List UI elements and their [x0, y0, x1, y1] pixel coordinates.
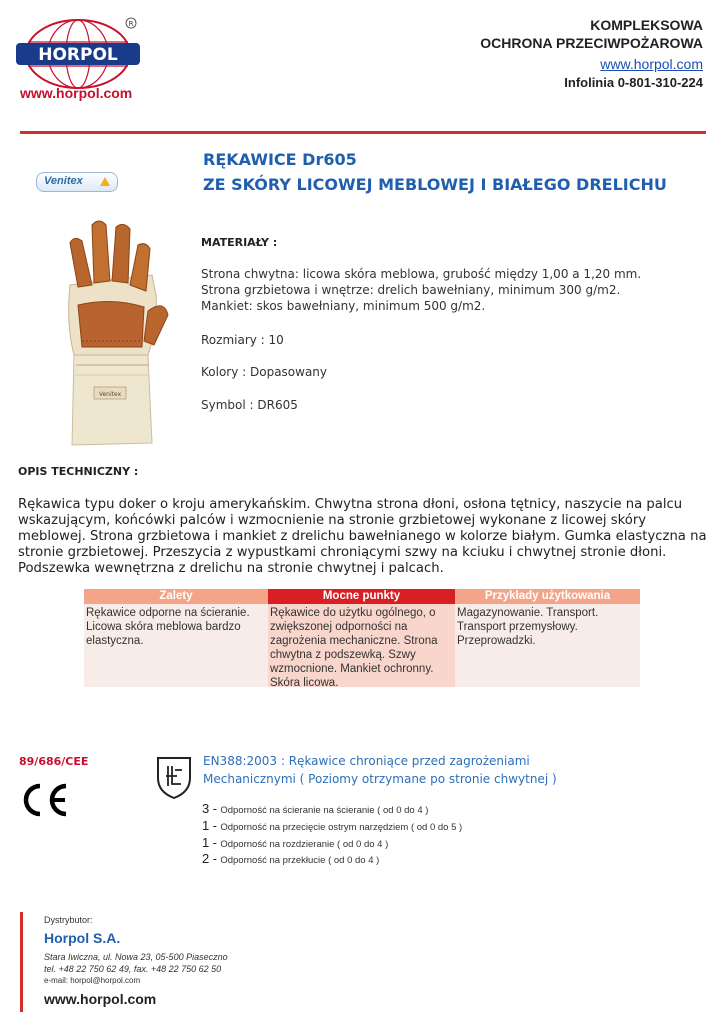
table-cell-use-examples: Magazynowanie. Transport. Transport przemysłowy. Przeprowadzki. [455, 604, 640, 687]
features-table [84, 589, 640, 687]
company-name: Horpol S.A. [44, 930, 121, 946]
venitex-logo [36, 172, 118, 192]
level-row: 1 - Odporność na przecięcie ostrym narzędziem ( od 0 do 5 ) [202, 818, 463, 833]
en388-shield-icon [155, 754, 193, 800]
header-infoline: Infolinia 0-801-310-224 [564, 75, 703, 90]
company-address: Stara Iwiczna, ul. Nowa 23, 05-500 Piaseczno [44, 952, 228, 962]
company-phone: tel. +48 22 750 62 49, fax. +48 22 750 62 50 [44, 964, 222, 974]
sizes-text: Rozmiary : 10 [201, 333, 284, 347]
level-value: 3 [202, 801, 210, 816]
svg-text:Venitex: Venitex [98, 391, 122, 398]
warning-triangle-icon [100, 177, 110, 186]
glove-image [52, 215, 170, 447]
brand-name: Venitex [44, 175, 83, 187]
level-value: 1 [202, 818, 210, 833]
table-cell-advantages: Rękawice odporne na ścieranie. Licowa skóra meblowa bardzo elastyczna. [84, 604, 268, 687]
colors-text: Kolory : Dopasowany [201, 365, 328, 379]
product-title-line1: RĘKAWICE Dr605 [203, 150, 357, 169]
table-header-advantages: Zalety [84, 589, 268, 604]
standard-line1: EN388:2003 : Rękawice chroniące przed zagrożeniami [203, 754, 530, 768]
materials-line2: Strona grzbietowa i wnętrze: drelich bawełniany, minimum 300 g/m2. [201, 283, 621, 297]
product-title-line2: ZE SKÓRY LICOWEJ MEBLOWEJ I BIAŁEGO DRELICHU [203, 175, 667, 194]
level-text: Odporność na rozdzieranie ( od 0 do 4 ) [220, 839, 389, 850]
symbol-text: Symbol : DR605 [201, 398, 298, 412]
svg-text:R: R [128, 20, 134, 28]
level-row: 2 - Odporność na przekłucie ( od 0 do 4 ) [202, 851, 380, 866]
table-header-use-examples: Przykłady użytkowania [455, 589, 640, 604]
top-divider [20, 131, 706, 134]
level-row: 3 - Odporność na ścieranie na ścieranie ( od 0 do 4 ) [202, 801, 429, 816]
level-text: Odporność na przekłucie ( od 0 do 4 ) [220, 855, 380, 866]
description-text: Rękawica typu doker o kroju amerykańskim. Chwytna strona dłoni, osłona tętnicy, naszycie na palcu wskazującym, końcówki palców i wzmocnienie na stronie grzbietowej wykonane z licowej skóry meblowej. Strona grzbietowa i mankiet z drelichu bawełnianego w kolorze białym. Gumka elastyczna na stronie grzbietowej. Przeszycia z wypustkami chroniącymi szwy na kciuku i chwytnej stronie dłoni. Podszewka wewnętrzna z drelichu na stronie chwytnej i palcach. [18, 497, 707, 576]
level-text: Odporność na ścieranie na ścieranie ( od 0 do 4 ) [220, 805, 429, 816]
description-heading: OPIS TECHNICZNY : [18, 465, 139, 478]
company-email[interactable]: e-mail: horpol@horpol.com [44, 976, 141, 985]
ce-mark-icon [16, 780, 72, 820]
level-value: 1 [202, 835, 210, 850]
logo-url[interactable]: www.horpol.com [20, 85, 133, 101]
directive-code: 89/686/CEE [19, 755, 89, 768]
table-cell-strong-points: Rękawice do użytku ogólnego, o zwiększonej odporności na zagrożenia mechaniczne. Strona chwytna z podszewką. Szwy wzmocnione. Mankiet ochronny. Skóra licowa. [268, 604, 455, 687]
distributor-label: Dystrybutor: [44, 915, 93, 925]
level-row: 1 - Odporność na rozdzieranie ( od 0 do 4 ) [202, 835, 389, 850]
table-header-strong-points: Mocne punkty [268, 589, 455, 604]
materials-line1: Strona chwytna: licowa skóra meblowa, grubość między 1,00 a 1,20 mm. [201, 267, 642, 281]
footer-website-link[interactable]: www.horpol.com [44, 991, 157, 1007]
header-line1: KOMPLEKSOWA [590, 17, 703, 33]
level-text: Odporność na przecięcie ostrym narzędziem ( od 0 do 5 ) [220, 822, 463, 833]
footer-accent-bar [20, 912, 23, 1012]
header-line2: OCHRONA PRZECIWPOŻAROWA [480, 35, 703, 51]
header-website-link[interactable]: www.horpol.com [600, 56, 703, 72]
materials-line3: Mankiet: skos bawełniany, minimum 500 g/m2. [201, 299, 486, 313]
materials-heading: MATERIAŁY : [201, 236, 278, 249]
horpol-logo [14, 14, 142, 94]
logo-text: HORPOL [38, 45, 118, 65]
standard-line2: Mechanicznymi ( Poziomy otrzymane po stronie chwytnej ) [203, 772, 557, 786]
level-value: 2 [202, 851, 210, 866]
